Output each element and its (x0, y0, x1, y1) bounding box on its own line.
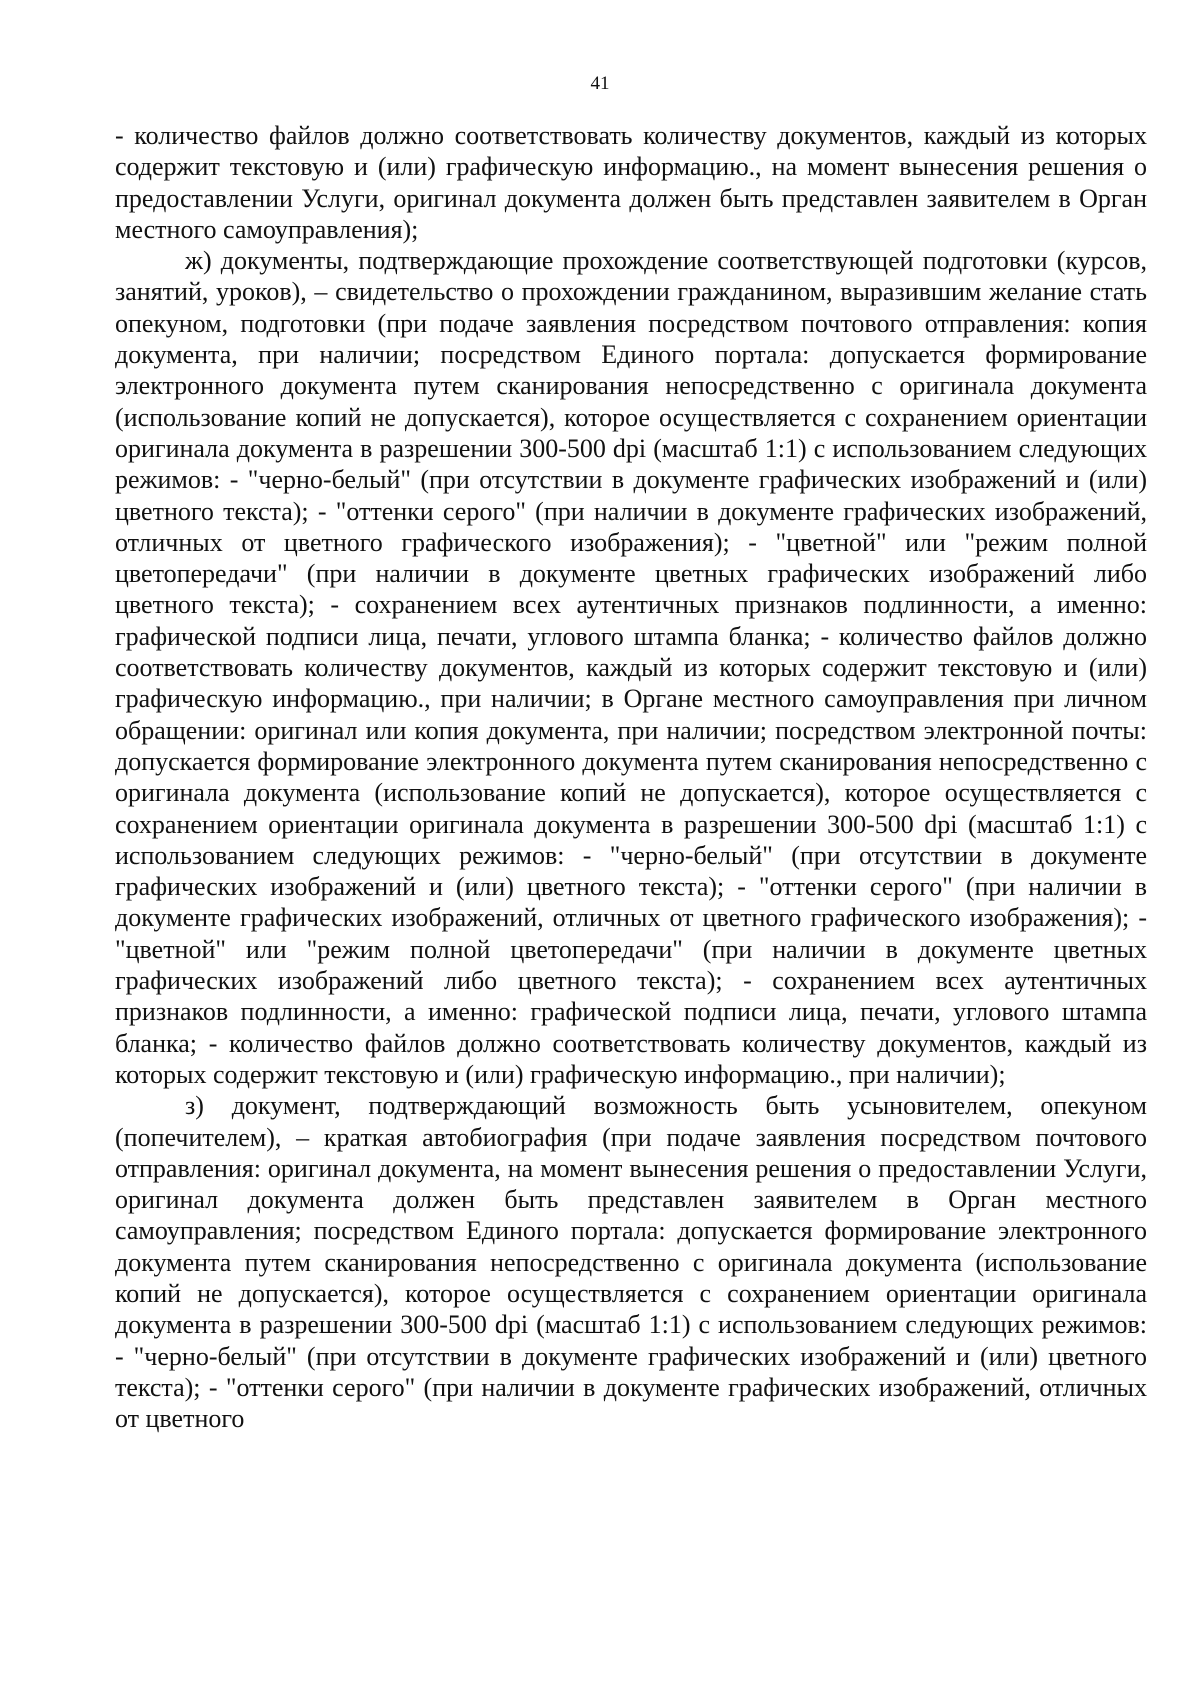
paragraph-continuation: - количество файлов должно соответствовать количеству документов, каждый из которых содержит текстовую и (или) графическую информацию., на момент вынесения решения о предоставлении Услуги, оригинал документа должен быть представлен заявителем в Орган местного самоуправления); (115, 121, 1147, 244)
page-number: 41 (590, 73, 610, 94)
document-body (115, 120, 1147, 1434)
paragraph-item-z: з) документ, подтверждающий возможность быть усыновителем, опекуном (попечителем), – краткая автобиография (при подаче заявления посредством почтового отправления: оригинал документа, на момент вынесения решения о предоставлении Услуги, оригинал документа должен быть представлен заявителем в Орган местного самоуправления; посредством Единого портала: допускается формирование электронного документа путем сканирования непосредственно с оригинала документа (использование копий не допускается), которое осуществляется с сохранением ориентации оригинала документа в разрешении 300-500 dpi (масштаб 1:1) с использованием следующих режимов: - "черно-белый" (при отсутствии в документе графических изображений и (или) цветного текста); - "оттенки серого" (при наличии в документе графических изображений, отличных от цветного (115, 1091, 1147, 1434)
paragraph-item-zh: ж) документы, подтверждающие прохождение соответствующей подготовки (курсов, занятий, уроков), – свидетельство о прохождении гражданином, выразившим желание стать опекуном, подготовки (при подаче заявления посредством почтового отправления: копия документа, при наличии; посредством Единого портала: допускается формирование электронного документа путем сканирования непосредственно с оригинала документа (использование копий не допускается), которое осуществляется с сохранением ориентации оригинала документа в разрешении 300-500 dpi (масштаб 1:1) с использованием следующих режимов: - "черно-белый" (при отсутствии в документе графических изображений и (или) цветного текста); - "оттенки серого" (при наличии в документе графических изображений, отличных от цветного графического изображения); - "цветной" или "режим полной цветопередачи" (при наличии в документе цветных графических изображений либо цветного текста); - сохранением всех аутентичных признаков подлинности, а именно: графической подписи лица, печати, углового штампа бланка; - количество файлов должно соответствовать количеству документов, каждый из которых содержит текстовую и (или) графическую информацию., при наличии; в Органе местного самоуправления при личном обращении: оригинал или копия документа, при наличии; посредством электронной почты: допускается формирование электронного документа путем сканирования непосредственно с оригинала документа (использование копий не допускается), которое осуществляется с сохранением ориентации оригинала документа в разрешении 300-500 dpi (масштаб 1:1) с использованием следующих режимов: - "черно-белый" (при отсутствии в документе графических изображений и (или) цветного текста); - "оттенки серого" (при наличии в документе графических изображений, отличных от цветного графического изображения); - "цветной" или "режим полной цветопередачи" (при наличии в документе цветных графических изображений либо цветного текста); - сохранением всех аутентичных признаков подлинности, а именно: графической подписи лица, печати, углового штампа бланка; - количество файлов должно соответствовать количеству документов, каждый из которых содержит текстовую и (или) графическую информацию., при наличии); (115, 246, 1147, 1089)
